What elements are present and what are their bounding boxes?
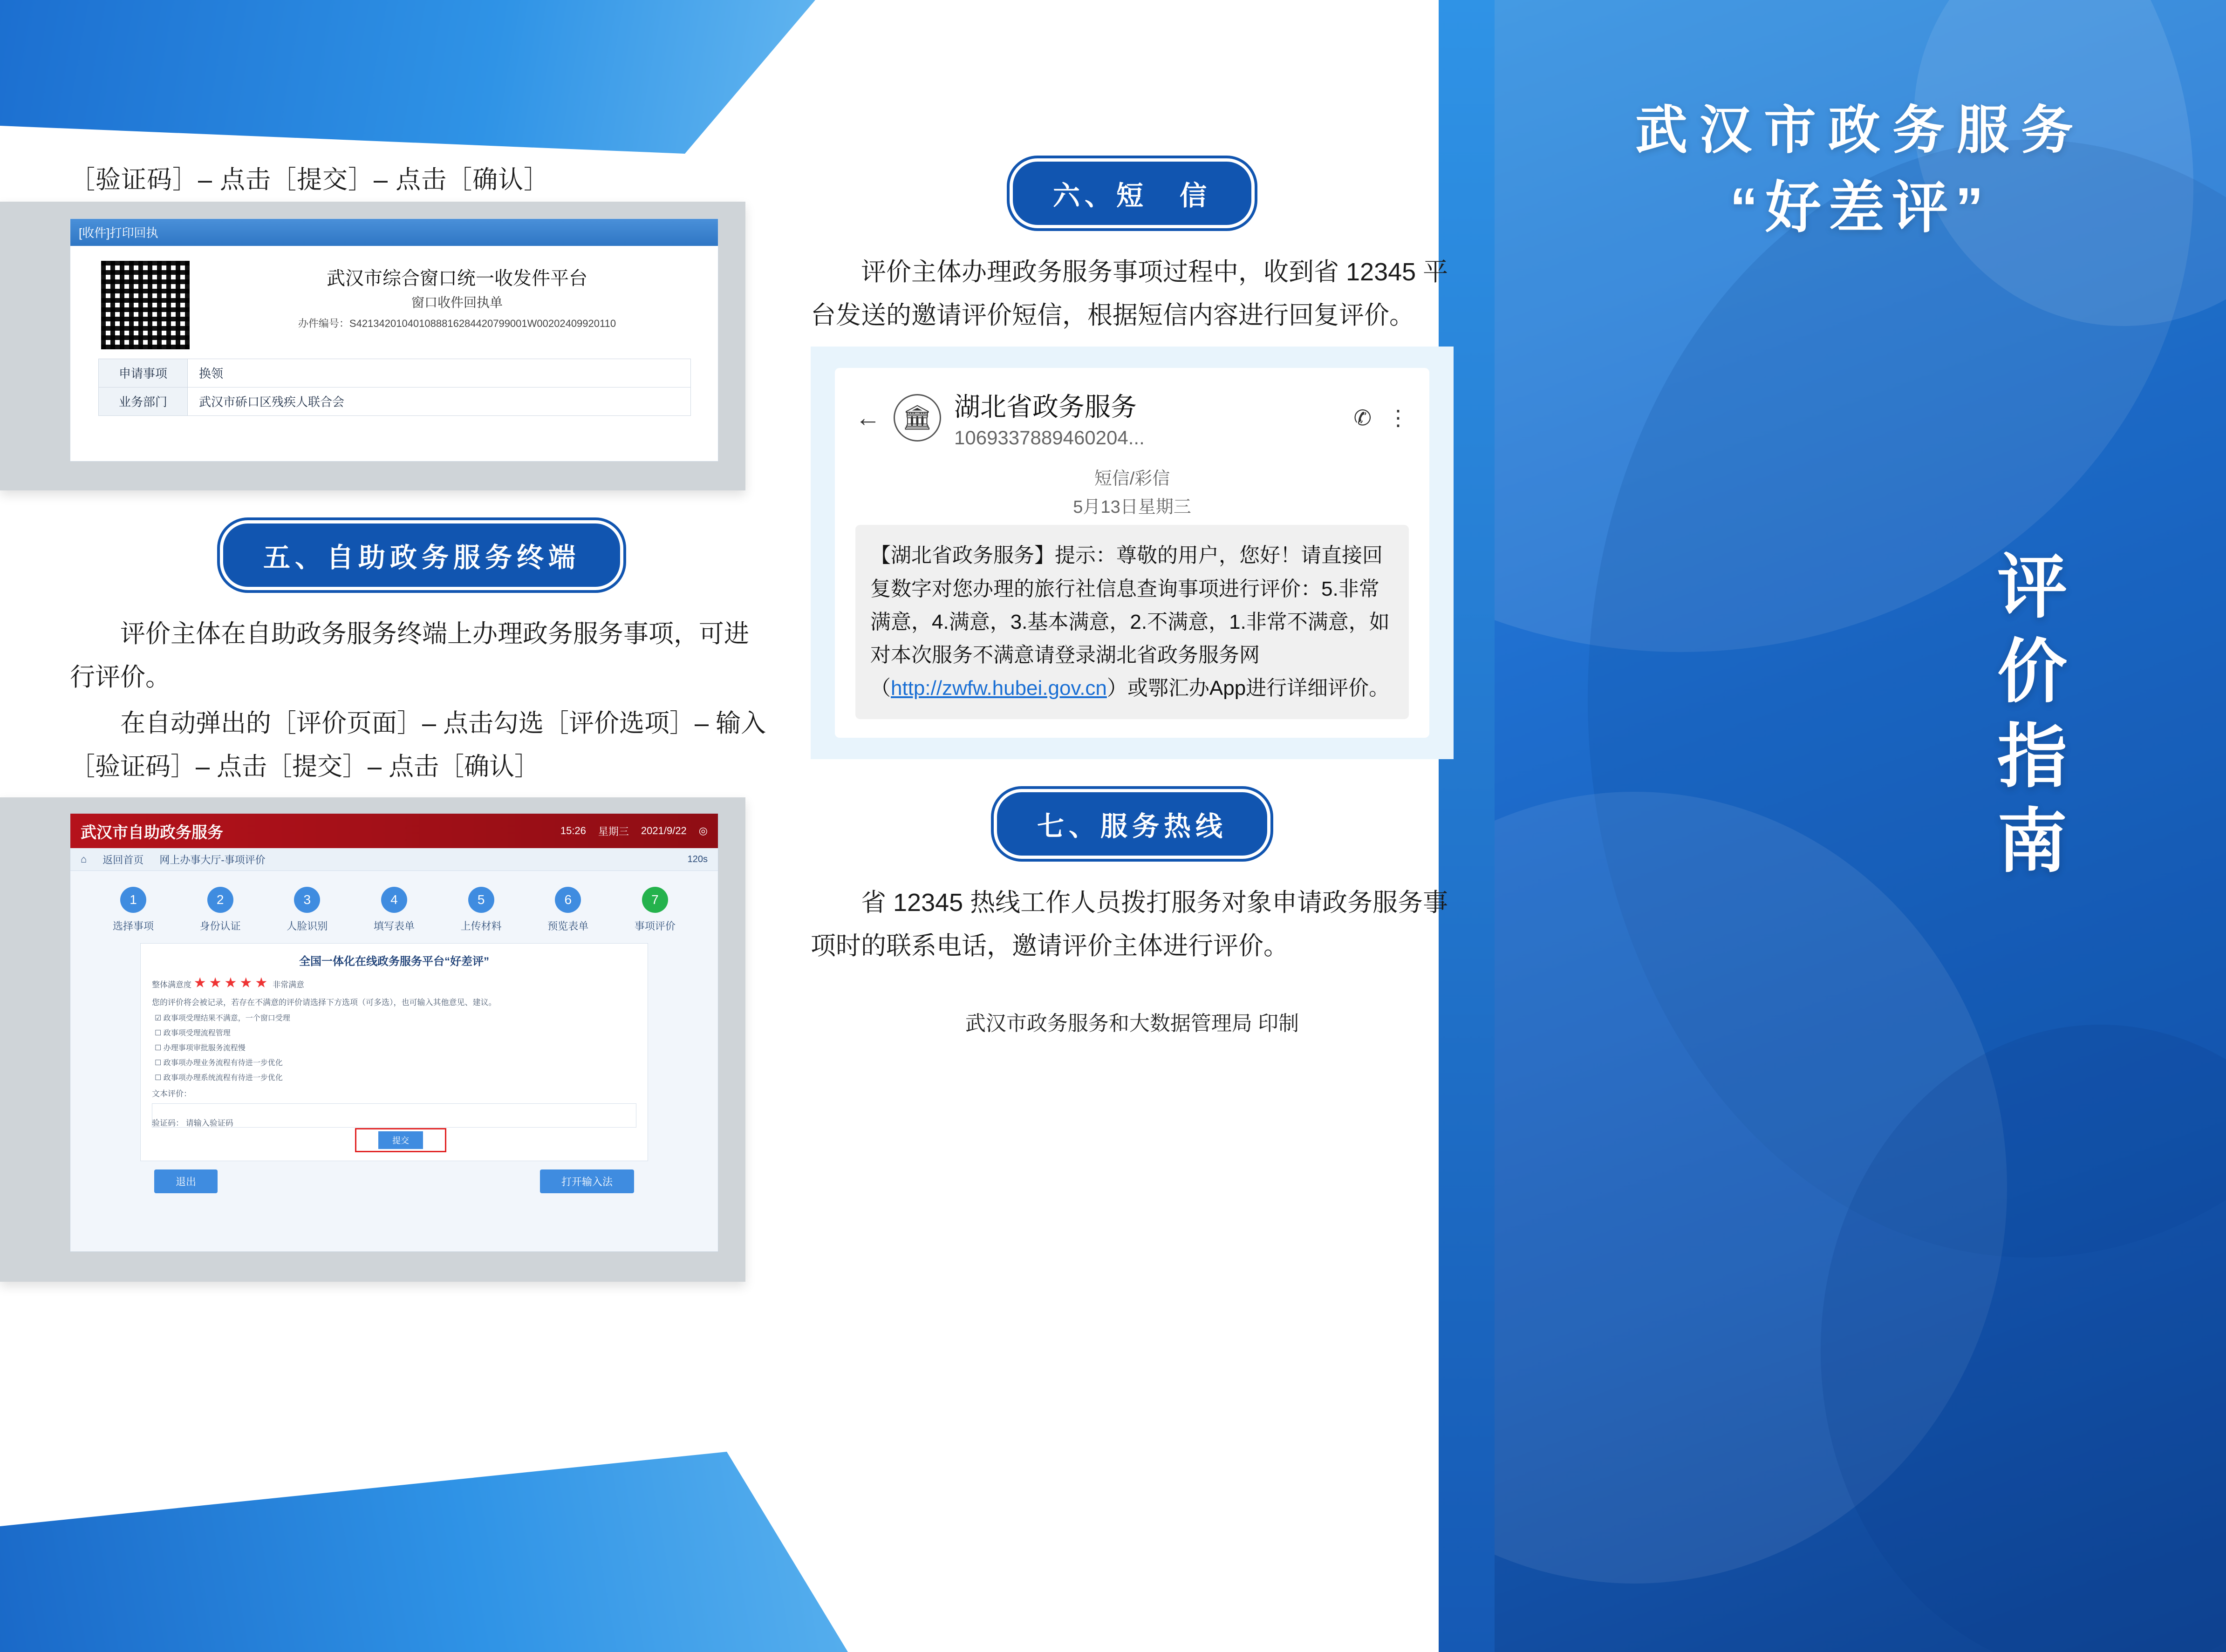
star-rating-icon[interactable]: ★★★★★: [193, 975, 271, 991]
step-label: 预览表单: [547, 920, 589, 932]
receipt-table: [98, 359, 691, 416]
step-item: [359, 887, 429, 933]
step-item-current: [620, 887, 690, 933]
step-item: [446, 887, 516, 933]
kiosk-window: [70, 813, 718, 1252]
rating-option[interactable]: ☐ 政事项办理业务流程有待进一步优化: [155, 1059, 283, 1067]
sms-message-bubble: [855, 525, 1409, 719]
middle-column: [811, 158, 1454, 1036]
receipt-subtitle: 窗口收件回执单: [411, 295, 503, 310]
cover-title: 武汉市政务服务: [1635, 101, 2085, 159]
sms-date-label: 5月13日星期三: [1073, 497, 1191, 517]
rating-label: 整体满意度: [152, 980, 191, 990]
rating-option-label: 政事项受理流程管理: [163, 1029, 231, 1038]
back-arrow-icon[interactable]: ←: [855, 403, 881, 432]
kiosk-footer-buttons: [70, 1161, 718, 1193]
kiosk-date: 2021/9/22: [641, 825, 687, 837]
receipt-serial: 办件编号：S421342010401088816284420799001W00202409920110: [298, 317, 616, 329]
step-label: 身份认证: [199, 920, 241, 932]
table-row: [99, 388, 690, 416]
kiosk-time: 15:26: [560, 825, 586, 837]
sms-meta: [855, 465, 1409, 522]
rating-option-label: 办理事项审批服务流程慢: [163, 1044, 246, 1053]
kiosk-weekday: 星期三: [598, 825, 629, 837]
rating-option-label: 政事项办理系统流程有待进一步优化: [163, 1074, 283, 1082]
kiosk-rating-card: [140, 943, 648, 1161]
rating-option[interactable]: ☐ 政事项受理流程管理: [155, 1029, 231, 1038]
sms-sender-block: [954, 387, 1145, 449]
comment-label: 文本评价：: [152, 1089, 191, 1099]
kiosk-header-meta: [560, 824, 708, 838]
sms-header: [855, 387, 1409, 449]
receipt-window-titlebar: [收件]打印回执: [70, 219, 718, 246]
breadcrumb-home[interactable]: 返回首页: [102, 854, 144, 866]
imprint-text: 武汉市政务服务和大数据管理局 印制: [965, 1012, 1299, 1035]
sms-conversation: [835, 368, 1429, 738]
step-label: 填写表单: [373, 920, 415, 932]
section5-heading: 五、自助政务服务终端: [220, 520, 623, 590]
kiosk-step-indicator: [70, 871, 718, 938]
section7-heading: 七、服务热线: [994, 789, 1270, 859]
step-label: 人脸识别: [287, 920, 328, 932]
receipt-window: [70, 218, 718, 462]
rating-option[interactable]: ☐ 办理事项审批服务流程慢: [155, 1044, 246, 1053]
cover-subtitle: “好差评”: [1730, 177, 1991, 239]
rating-option[interactable]: ☐ 政事项办理系统流程有待进一步优化: [155, 1074, 283, 1082]
step-number: 7: [642, 887, 668, 913]
receipt-row-key: 业务部门: [99, 388, 188, 415]
sms-header-actions: [1353, 405, 1409, 430]
step-label: 上传材料: [460, 920, 502, 932]
section6-heading-wrap: [811, 158, 1454, 228]
sms-type-label: 短信/彩信: [1094, 469, 1170, 489]
sms-body-prefix: 【湖北省政务服务】提示：尊敬的用户，您好！请直接回复数字对您办理的旅行社信息查询事项进行评价：5.非常满意，4.满意，3.基本满意，2.不满意，1.非常不满意，如对本次服务不满意请登录湖北省政务服务网（: [870, 544, 1390, 700]
step-number: 6: [555, 887, 581, 913]
step-item: [185, 887, 255, 933]
receipt-row-key: 申请事项: [99, 359, 188, 387]
section5-paragraph-1: 评价主体在自助政务服务终端上办理政务服务事项，可进行评价。: [70, 619, 749, 691]
exit-button[interactable]: 退出: [154, 1169, 218, 1193]
bottom-decoration-wedge: [0, 1452, 848, 1652]
left-column: [70, 158, 773, 1282]
sms-body-link[interactable]: http://zwfw.hubei.gov.cn: [891, 677, 1107, 700]
step-item: [272, 887, 342, 933]
sms-body-suffix: ）或鄂汇办App进行详细评价。: [1106, 677, 1390, 700]
step-item: [98, 887, 168, 933]
kiosk-header: [70, 814, 718, 848]
sms-sender-number: 1069337889460204...: [954, 426, 1145, 449]
rating-option[interactable]: ☑ 政事项受理结果不满意，一个窗口受理: [155, 1014, 290, 1023]
receipt-row-value: 换领: [199, 367, 224, 381]
qr-code-icon: [98, 258, 192, 352]
kiosk-breadcrumb: [70, 848, 718, 871]
phone-call-icon[interactable]: ✆: [1353, 405, 1372, 430]
section5-heading-wrap: [70, 520, 773, 590]
table-row: [99, 359, 690, 388]
sms-screenshot: [811, 347, 1454, 759]
submit-button[interactable]: 提交: [378, 1131, 423, 1149]
rating-row: [152, 975, 636, 991]
submit-highlight-box: [355, 1128, 446, 1152]
step-label: 事项评价: [634, 920, 676, 932]
cover-vertical-title: 评价指南: [1987, 550, 2065, 889]
breadcrumb-path: 网上办事大厅-事项评价: [159, 854, 266, 866]
top-decoration-wedge: [0, 0, 815, 154]
cover-panel: [1495, 0, 2226, 1652]
captcha-input[interactable]: 请输入验证码: [185, 1119, 233, 1128]
rating-option-label: 政事项受理结果不满意，一个窗口受理: [163, 1014, 290, 1023]
section7-paragraph: 省 12345 热线工作人员拨打服务对象申请政务服务事项时的联系电话，邀请评价主体进行评价。: [811, 888, 1448, 960]
home-icon[interactable]: ⌂: [81, 853, 87, 865]
receipt-screenshot: [0, 202, 745, 490]
step-label: 选择事项: [112, 920, 154, 932]
captcha-row: [152, 1116, 233, 1128]
rating-option-label: 政事项办理业务流程有待进一步优化: [163, 1059, 283, 1067]
step-item: [533, 887, 603, 933]
kiosk-screenshot: [0, 797, 745, 1282]
step-number: 1: [120, 887, 146, 913]
section7-heading-wrap: [811, 789, 1454, 859]
section6-paragraph: 评价主体办理政务服务事项过程中，收到省 12345 平台发送的邀请评价短信，根据短信内容进行回复评价。: [811, 258, 1448, 329]
ime-button[interactable]: 打开输入法: [540, 1169, 634, 1193]
kiosk-countdown-timer: 120s: [687, 854, 708, 864]
step-number: 5: [468, 887, 494, 913]
bank-building-icon: 🏛: [894, 394, 941, 442]
more-options-icon[interactable]: ⋮: [1387, 405, 1409, 430]
step-number: 2: [207, 887, 233, 913]
user-avatar-icon: ◎: [698, 825, 708, 837]
step-number: 3: [294, 887, 320, 913]
continued-steps-text: ［验证码］– 点击［提交］– 点击［确认］: [70, 166, 550, 194]
sms-sender-name: 湖北省政务服务: [954, 392, 1137, 421]
step-number: 4: [381, 887, 407, 913]
rating-value: 非常满意: [272, 980, 304, 990]
rating-hint: 您的评价将会被记录，若存在不满意的评价请选择下方选项（可多选），也可输入其他意见、建议。: [152, 998, 497, 1007]
rating-card-title: 全国一体化在线政务服务平台“好差评”: [299, 955, 489, 968]
section6-heading: 六、短 信: [1010, 158, 1255, 228]
captcha-label: 验证码：: [152, 1119, 184, 1128]
receipt-title: 武汉市综合窗口统一收发件平台: [327, 268, 587, 289]
kiosk-header-title: 武汉市自助政务服务: [81, 823, 223, 842]
section5-paragraph-2: 在自动弹出的［评价页面］– 点击勾选［评价选项］– 输入［验证码］– 点击［提交］– 点击［确认］: [70, 709, 766, 781]
receipt-row-value: 武汉市硚口区残疾人联合会: [199, 395, 345, 409]
